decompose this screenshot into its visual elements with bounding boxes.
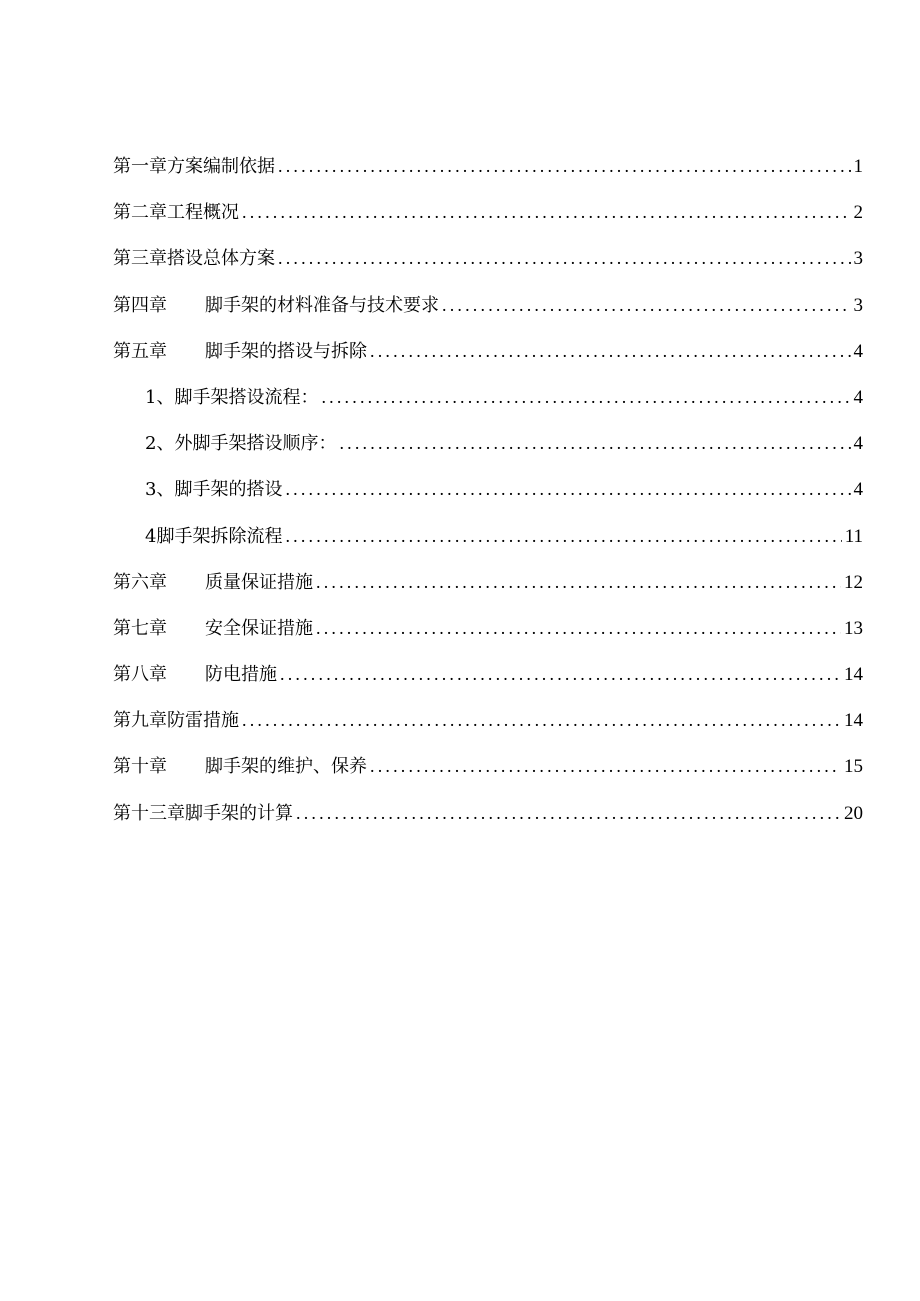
toc-page-number: 4 xyxy=(853,479,863,501)
toc-chapter: 第四章 xyxy=(113,294,167,316)
toc-entry-label xyxy=(113,236,275,282)
toc-page-number: 3 xyxy=(853,294,863,316)
toc-entry[interactable] xyxy=(113,189,863,235)
toc-dot-leader xyxy=(370,328,851,374)
toc-entry[interactable] xyxy=(113,790,863,836)
toc-dot-leader xyxy=(242,189,851,235)
toc-entry-label xyxy=(113,698,239,744)
toc-entry[interactable] xyxy=(113,697,863,743)
toc-entry-label xyxy=(145,467,282,513)
toc-dot-leader xyxy=(278,143,851,189)
toc-chapter: 第七章 xyxy=(113,617,167,639)
toc-entry-label xyxy=(113,144,275,190)
toc-title: 脚手架的搭设与拆除 xyxy=(205,340,367,362)
toc-chapter: 第五章 xyxy=(113,340,167,362)
toc-entry-label xyxy=(113,791,293,837)
toc-page-number: 2 xyxy=(853,202,863,224)
toc-title: 安全保证措施 xyxy=(205,617,313,639)
toc-dot-leader xyxy=(285,513,841,559)
toc-sub-entry[interactable] xyxy=(113,420,863,466)
toc-dot-leader xyxy=(285,466,850,512)
toc-entry[interactable] xyxy=(113,143,863,189)
toc-entry-label xyxy=(113,606,313,652)
toc-dot-leader xyxy=(316,605,841,651)
toc-entry-label xyxy=(113,560,313,606)
toc-sub-entry[interactable] xyxy=(113,374,863,420)
toc-page-number: 3 xyxy=(853,248,863,270)
toc-entry[interactable] xyxy=(113,235,863,281)
toc-page-number: 11 xyxy=(844,525,863,547)
toc-entry-label xyxy=(145,375,318,421)
toc-entry[interactable] xyxy=(113,282,863,328)
toc-entry[interactable] xyxy=(113,559,863,605)
table-of-contents xyxy=(113,143,863,836)
toc-page-number: 12 xyxy=(844,571,863,593)
toc-entry-label xyxy=(145,514,282,560)
toc-page-number: 14 xyxy=(844,710,863,732)
toc-dot-leader xyxy=(296,790,841,836)
toc-dot-leader xyxy=(442,282,851,328)
toc-title: 质量保证措施 xyxy=(205,571,313,593)
toc-chapter: 第十三章脚手架的计算 xyxy=(113,802,293,824)
toc-page-number: 13 xyxy=(844,617,863,639)
toc-page-number: 4 xyxy=(853,340,863,362)
toc-title: 防电措施 xyxy=(205,664,277,686)
toc-entry[interactable] xyxy=(113,605,863,651)
toc-entry-label xyxy=(113,652,277,698)
toc-chapter: 第三章搭设总体方案 xyxy=(113,248,275,270)
toc-entry[interactable] xyxy=(113,743,863,789)
toc-chapter: 第二章工程概况 xyxy=(113,202,239,224)
toc-dot-leader xyxy=(316,559,841,605)
toc-dot-leader xyxy=(370,743,841,789)
toc-dot-leader xyxy=(321,374,850,420)
toc-dot-leader xyxy=(278,235,851,281)
toc-sub-entry[interactable] xyxy=(113,466,863,512)
toc-entry[interactable] xyxy=(113,328,863,374)
toc-page-number: 15 xyxy=(844,756,863,778)
toc-dot-leader xyxy=(242,697,841,743)
toc-page-number: 14 xyxy=(844,664,863,686)
toc-chapter: 1、脚手架搭设流程： xyxy=(145,386,319,408)
toc-page-number: 4 xyxy=(853,433,863,455)
toc-chapter: 第六章 xyxy=(113,571,167,593)
toc-chapter: 4脚手架拆除流程 xyxy=(145,525,283,547)
toc-entry-label xyxy=(113,283,439,329)
toc-entry-label xyxy=(113,744,367,790)
toc-chapter: 第十章 xyxy=(113,756,167,778)
toc-dot-leader xyxy=(339,420,850,466)
toc-chapter: 3、脚手架的搭设 xyxy=(145,479,283,501)
toc-chapter: 第九章防雷措施 xyxy=(113,710,239,732)
toc-chapter: 2、外脚手架搭设顺序： xyxy=(145,433,337,455)
toc-entry-label xyxy=(113,329,367,375)
toc-dot-leader xyxy=(280,651,841,697)
toc-page-number: 4 xyxy=(853,386,863,408)
toc-title: 脚手架的材料准备与技术要求 xyxy=(205,294,439,316)
toc-sub-entry[interactable] xyxy=(113,513,863,559)
toc-page-number: 20 xyxy=(844,802,863,824)
toc-entry-label xyxy=(113,190,239,236)
toc-page-number: 1 xyxy=(853,156,863,177)
toc-entry[interactable] xyxy=(113,651,863,697)
toc-chapter: 第一章方案编制依据 xyxy=(113,156,275,177)
toc-chapter: 第八章 xyxy=(113,664,167,686)
toc-entry-label xyxy=(145,421,336,467)
toc-title: 脚手架的维护、保养 xyxy=(205,756,367,778)
